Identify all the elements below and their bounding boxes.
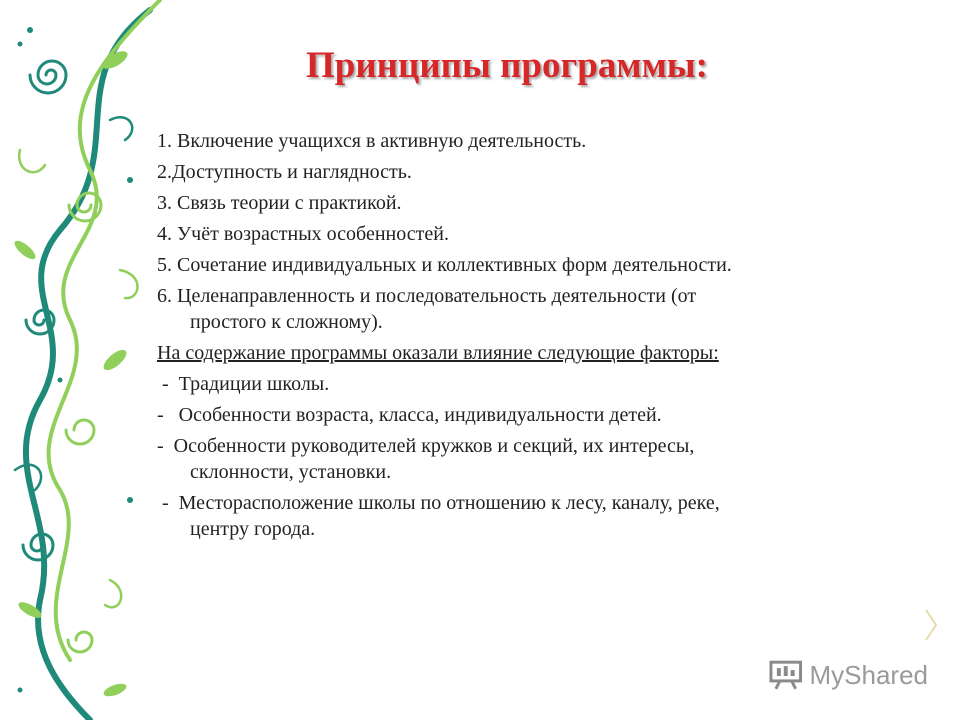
principle-2: 2.Доступность и наглядность.: [157, 161, 412, 183]
watermark[interactable]: [768, 657, 928, 693]
factor-1: - Традиции школы.: [157, 373, 330, 395]
principle-6-line-1: 6. Целенаправленность и последовательность деятельности (от: [157, 285, 697, 307]
next-slide-arrow-icon[interactable]: [924, 608, 938, 642]
principle-1: 1. Включение учащихся в активную деятельность.: [157, 130, 587, 152]
slide-title: Принципы программы:: [306, 45, 708, 86]
factor-3-line-1: - Особенности руководителей кружков и секций, их интересы,: [157, 435, 695, 457]
slide-body: [157, 128, 877, 547]
principle-3: 3. Связь теории с практикой.: [157, 192, 402, 214]
principle-6-line-2: простого к сложному).: [190, 311, 383, 333]
factor-3-line-2: склонности, установки.: [190, 461, 392, 483]
factors-heading: На содержание программы оказали влияние следующие факторы:: [157, 342, 719, 364]
factor-2: - Особенности возраста, класса, индивидуальности детей.: [157, 404, 662, 426]
factor-4-line-2: центру города.: [190, 518, 316, 540]
factor-4-line-1: - Месторасположение школы по отношению к лесу, каналу, реке,: [157, 492, 720, 514]
principle-5: 5. Сочетание индивидуальных и коллективных форм деятельности.: [157, 254, 732, 276]
factor-4: [157, 490, 877, 542]
watermark-text: MyShared: [809, 659, 928, 690]
presentation-board-icon: [768, 659, 804, 691]
principle-4: 4. Учёт возрастных особенностей.: [157, 223, 449, 245]
principle-6: [157, 283, 877, 335]
factor-3: [157, 433, 877, 485]
